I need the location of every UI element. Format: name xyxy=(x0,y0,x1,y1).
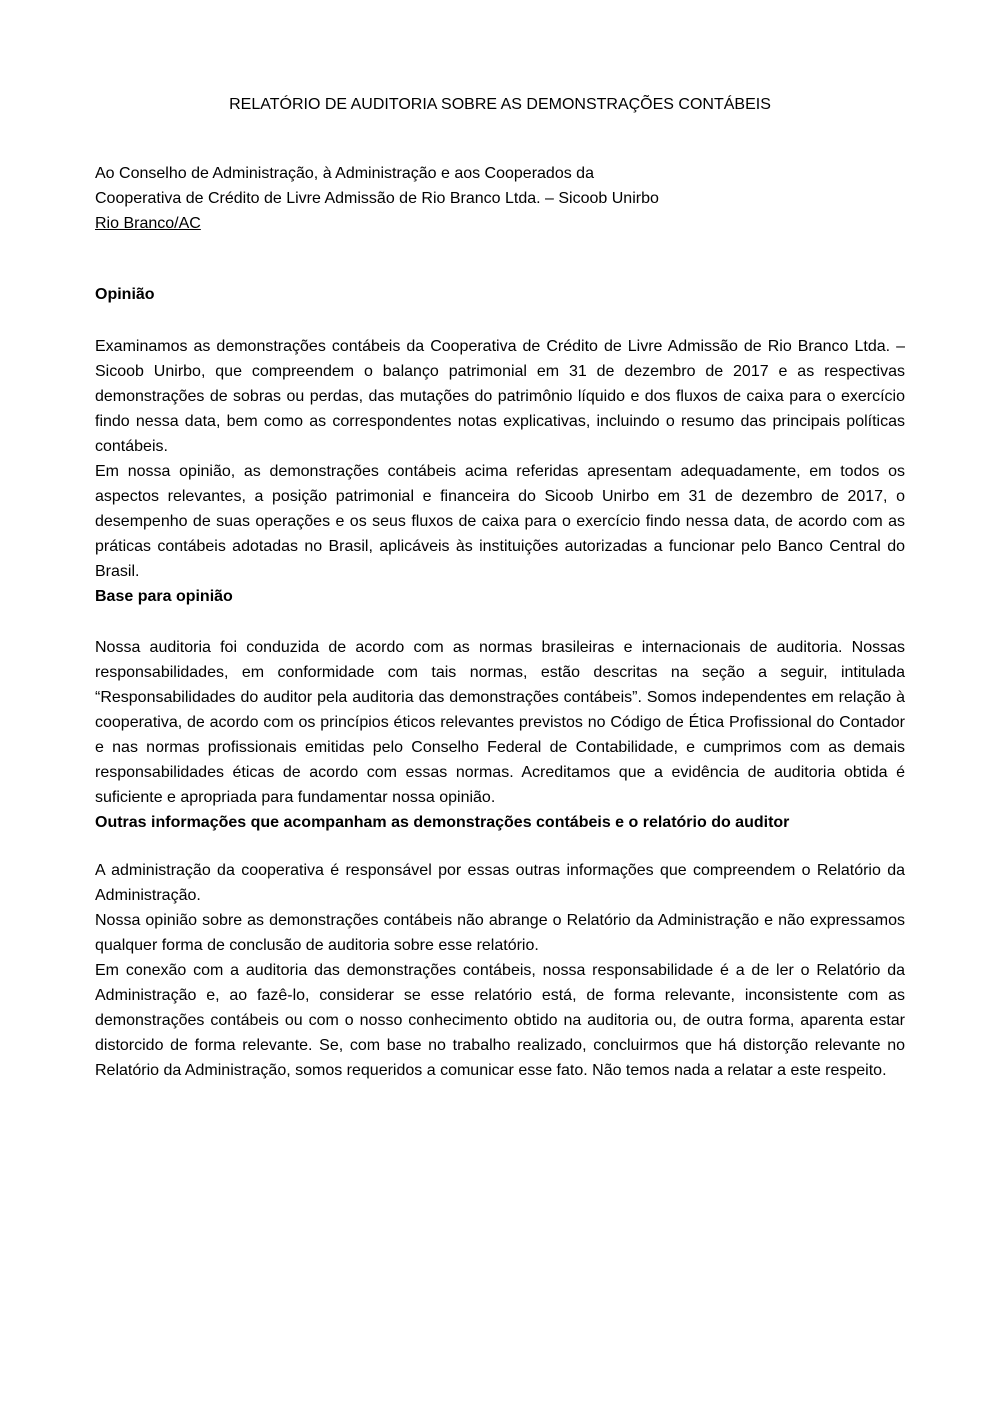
paragraph: Em nossa opinião, as demonstrações contábeis acima referidas apresentam adequadamente, em todos os aspectos relevantes, a posição patrimonial e financeira do Sicoob Unirbo em 31 de dezembro de 2017, o desempenho de suas operações e os seus fluxos de caixa para o exercício findo nessa data, de acordo com as práticas contábeis adotadas no Brasil, aplicáveis às instituições autorizadas a funcionar pelo Banco Central do Brasil. xyxy=(95,463,905,580)
paragraph: Nossa opinião sobre as demonstrações contábeis não abrange o Relatório da Administração e não expressamos qualquer forma de conclusão de auditoria sobre esse relatório. xyxy=(95,912,905,954)
addressee-line-2: Cooperativa de Crédito de Livre Admissão de Rio Branco Ltda. – Sicoob Unirbo xyxy=(95,190,659,207)
document-title: RELATÓRIO DE AUDITORIA SOBRE AS DEMONSTRAÇÕES CONTÁBEIS xyxy=(229,96,771,113)
paragraph: Nossa auditoria foi conduzida de acordo com as normas brasileiras e internacionais de auditoria. Nossas responsabilidades, em conformidade com tais normas, estão descritas na seção a seguir, intitulada “Responsabilidades do auditor pela auditoria das demonstrações contábeis”. Somos independentes em relação à cooperativa, de acordo com os princípios éticos relevantes previstos no Código de Ética Profissional do Contador e nas normas profissionais emitidas pelo Conselho Federal de Contabilidade, e cumprimos com as demais responsabilidades éticas de acordo com essas normas. Acreditamos que a evidência de auditoria obtida é suficiente e apropriada para fundamentar nossa opinião. xyxy=(95,639,905,806)
paragraph: A administração da cooperativa é responsável por essas outras informações que compreendem o Relatório da Administração. xyxy=(95,862,905,904)
section-heading-base-para-opiniao: Base para opinião xyxy=(95,588,233,605)
section-heading-outras-informacoes: Outras informações que acompanham as demonstrações contábeis e o relatório do auditor xyxy=(95,814,790,831)
section-heading-opiniao: Opinião xyxy=(95,286,155,303)
addressee-location: Rio Branco/AC xyxy=(95,215,201,232)
paragraph: Examinamos as demonstrações contábeis da Cooperativa de Crédito de Livre Admissão de Rio Branco Ltda. – Sicoob Unirbo, que compreendem o balanço patrimonial em 31 de dezembro de 2017 e as respectivas demonstrações de sobras ou perdas, das mutações do patrimônio líquido e dos fluxos de caixa para o exercício findo nessa data, bem como as correspondentes notas explicativas, incluindo o resumo das principais políticas contábeis. xyxy=(95,338,905,455)
addressee-block xyxy=(95,161,905,236)
paragraph: Em conexão com a auditoria das demonstrações contábeis, nossa responsabilidade é a de ler o Relatório da Administração e, ao fazê-lo, considerar se esse relatório está, de forma relevante, inconsistente com as demonstrações contábeis ou com o nosso conhecimento obtido na auditoria ou, de outra forma, aparenta estar distorcido de forma relevante. Se, com base no trabalho realizado, concluirmos que há distorção relevante no Relatório da Administração, somos requeridos a comunicar esse fato. Não temos nada a relatar a este respeito. xyxy=(95,962,905,1079)
addressee-line-1: Ao Conselho de Administração, à Administração e aos Cooperados da xyxy=(95,165,594,182)
